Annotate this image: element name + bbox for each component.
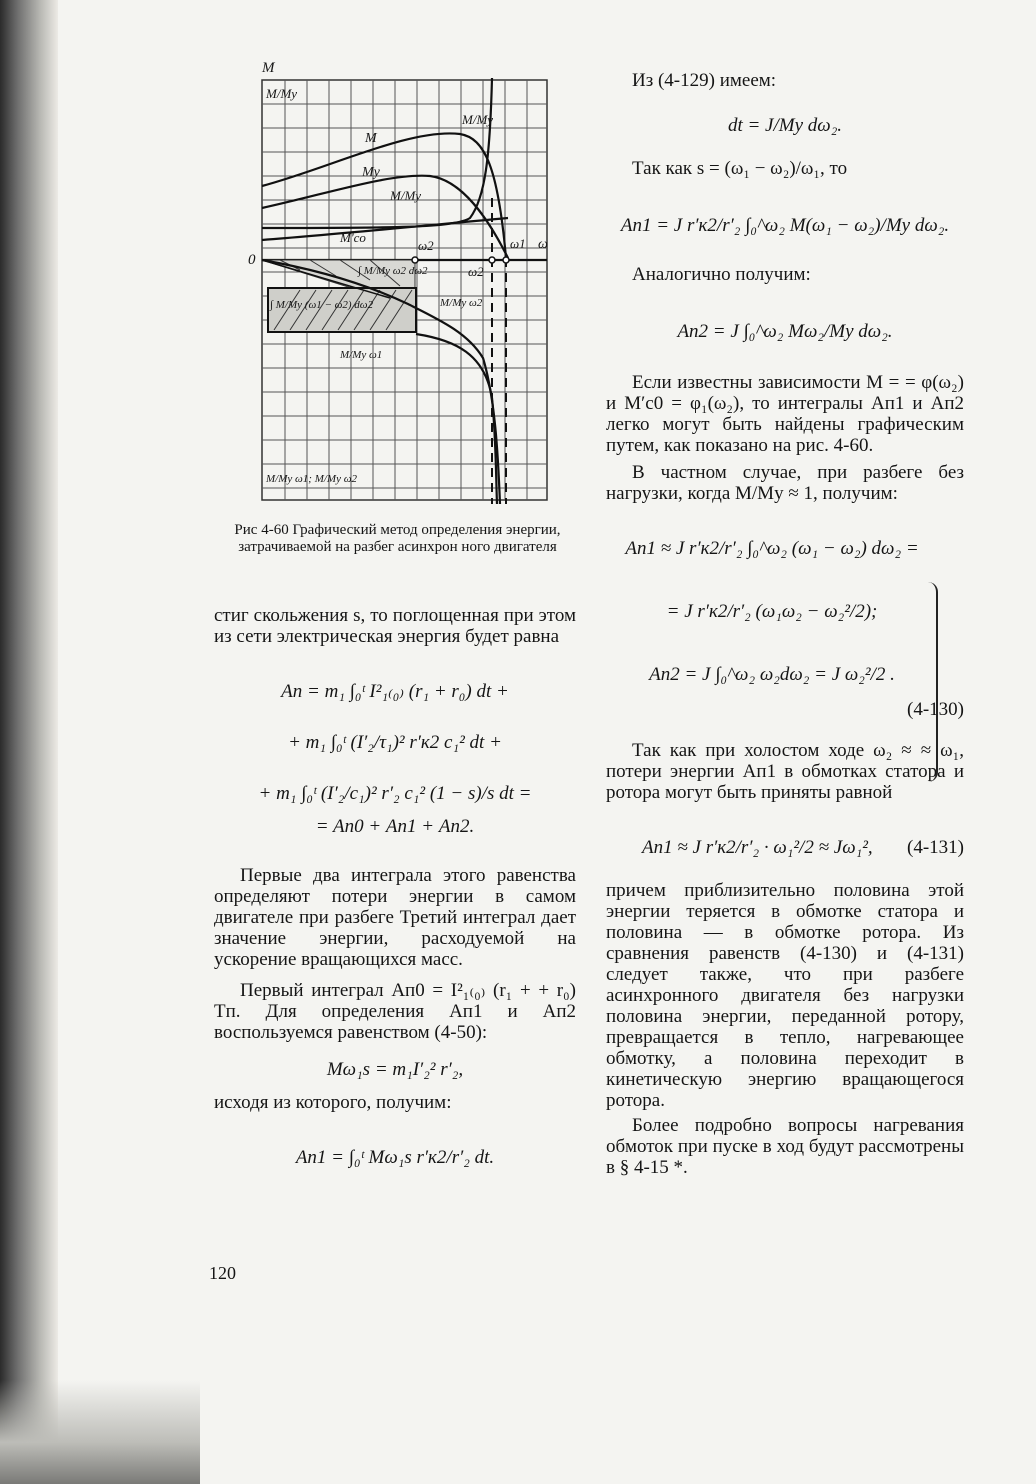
label-M-My-omega1: M/My ω1 [340,349,383,361]
right-eq5-row [606,837,964,858]
figure-caption: Рис 4-60 Графический метод определения энергии, затрачиваемой на разбег асинхрон ного двигателя [234,522,561,555]
label-Mco: M'co [340,230,366,245]
right-eq4-number: (4-130) [907,699,964,720]
left-p1: стиг скольжения s, то поглощенная при этом из сети электрическая энергия будет равна [214,605,576,647]
label-M-My-left: M/My [266,86,298,101]
label-integral-big: ∫ M/My (ω1 − ω2) dω2 [270,299,374,311]
right-eq5-number: (4-131) [907,837,964,858]
right-p3: Аналогично получим: [632,264,811,285]
label-bottom: M/My ω1; M/My ω2 [266,473,357,485]
book-spine-shadow [0,0,58,1484]
right-eq3: Aп2 = J ∫₀^ω₂ Mω₂/My dω₂. [677,321,893,342]
left-column [214,605,576,1176]
right-eq4-line3: Aп2 = J ∫₀^ω₂ ω₂dω₂ = J ω₂²/2 . [649,664,895,685]
right-p5: В частном случае, при разбеге без нагрузки, когда M/My ≈ 1, получим: [606,462,964,504]
label-integral-small: ∫ M/My ω2 dω2 [358,265,428,277]
figure-4-60 [240,58,560,518]
left-eq2: Mω₁s = m₁I′₂² r′₂, [326,1059,464,1080]
right-column [606,70,964,1178]
label-M-top: M [262,60,275,76]
right-p8: Более подробно вопросы нагревания обмоток при пуске в ход будут рассмотрены в § 4-15 *. [606,1115,964,1178]
label-omega2-right: ω2 [468,264,484,279]
page-corner-shadow [0,1380,200,1484]
label-curve-M: M [365,131,377,146]
equation-brace [926,582,938,782]
label-omega-axis: ω [538,237,548,252]
label-curve-My: My [362,165,380,180]
right-eq4-line1: Aп1 ≈ J r′к2/r′₂ ∫₀^ω₂ (ω₁ − ω₂) dω₂ = [625,538,919,559]
right-p7: причем приблизительно половина этой энергии теряется в обмотке статора и половина — в обмотке ротора. Из сравнения равенств (4-130) и (4-131) следует также, что при разбеге асинхронного двигателя без нагрузки половина энергии, переданной ротору, превращается в тепло, нагревающее обмотку, а половина переходит в кинетическую энергию вращающегося ротора. [606,880,964,1111]
left-eq1-line3: + m₁ ∫₀ᵗ (I′₂/c₁)² r′₂ c₁² (1 − s)/s dt = [258,783,532,804]
left-eq1-line4: = Aп0 + Aп1 + Aп2. [315,816,475,837]
label-M-My-omega2: M/My ω2 [440,297,483,309]
right-p6: Так как при холостом ходе ω₂ ≈ ≈ ω₁, потери энергии Aп1 в обмотках статора и ротора могут быть приняты равной [606,740,964,803]
left-eq3: Aп1 = ∫₀ᵗ Mω₁s r′к2/r′₂ dt. [295,1147,495,1168]
label-omega2-axis: ω2 [418,238,434,253]
right-eq4-line2: = J r′к2/r′₂ (ω₁ω₂ − ω₂²/2); [666,601,878,622]
right-p1: Из (4-129) имеем: [632,70,777,91]
label-omega1-axis: ω1 [510,236,526,251]
label-curve-M-My-top: M/My [462,112,494,127]
label-curve-M-My-mid: M/My [390,188,422,203]
right-p4: Если известны зависимости M = = φ(ω₂) и M′c0 = φ₁(ω₂), то интегралы Aп1 и Aп2 легко могут быть найдены графическим путем, как показано на рис. 4-60. [606,372,964,456]
left-p4: исходя из которого, получим: [214,1092,452,1113]
label-zero: 0 [248,252,256,268]
right-eq1: dt = J/My dω₂. [727,115,843,136]
left-p2: Первые два интеграла этого равенства определяют потери энергии в самом двигателе при разбеге Третий интеграл дает значение энергии, расходуемой на ускорение вращающихся масс. [214,865,576,970]
left-eq1-line1: Aп = m₁ ∫₀ᵗ I²₁₍₀₎ (r₁ + r₀) dt + [281,681,509,702]
right-eq2: Aп1 = J r′к2/r′₂ ∫₀^ω₂ M(ω₁ − ω₂)/My dω₂. [620,215,950,236]
right-eq5: Aп1 ≈ J r′к2/r′₂ · ω₁²/2 ≈ Jω₁², [642,837,873,858]
curve-M-over-My-omega1 [416,334,497,504]
left-p3: Первый интеграл Aп0 = I²₁₍₀₎ (r₁ + + r₀) Tп. Для определения Aп1 и Aп2 воспользуемся равенством (4-50): [214,980,576,1043]
right-p2: Так как s = (ω₁ − ω₂)/ω₁, то [632,158,848,179]
page-number: 120 [209,1263,236,1283]
left-eq1-line2: + m₁ ∫₀ᵗ (I′₂/τ₁)² r′к2 c₁² dt + [288,732,502,753]
